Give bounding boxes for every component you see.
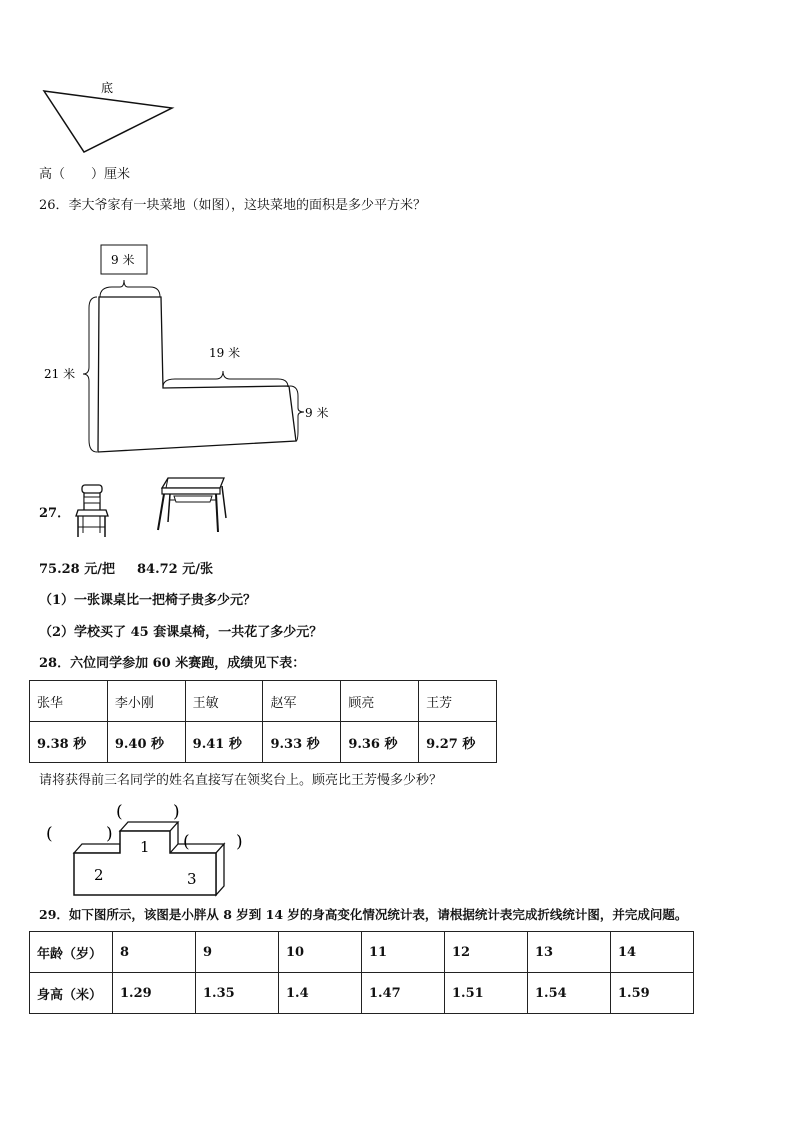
height-cell: 1.29 — [113, 973, 196, 1014]
row-header-height: 身高（米） — [30, 973, 113, 1014]
time-cell: 9.27 秒 — [419, 722, 497, 763]
height-cell: 1.47 — [362, 973, 445, 1014]
age-cell: 11 — [362, 932, 445, 973]
age-cell: 12 — [445, 932, 528, 973]
triangle-figure — [40, 76, 180, 156]
height-cell: 1.54 — [528, 973, 611, 1014]
podium-side-face — [216, 844, 224, 895]
table-row — [30, 973, 694, 1014]
left-length-label: 21 米 — [44, 367, 76, 381]
podium-top-side-right — [170, 844, 224, 853]
height-cell: 1.4 — [279, 973, 362, 1014]
row-header-age: 年龄（岁） — [30, 932, 113, 973]
podium-first-number: 1 — [140, 838, 150, 856]
question-28-instruction: 请将获得前三名同学的姓名直接写在领奖台上。顾亮比王芳慢多少秒？ — [39, 773, 443, 788]
time-cell: 9.36 秒 — [341, 722, 419, 763]
triangle-shape — [44, 91, 172, 152]
chair-image — [72, 483, 112, 541]
age-cell: 8 — [113, 932, 196, 973]
middle-length-label: 19 米 — [209, 346, 241, 360]
height-table — [29, 931, 694, 1014]
question-28: 28．六位同学参加 60 米赛跑，成绩见下表： — [39, 656, 306, 671]
desk-price: 84.72 元/张 — [136, 562, 213, 577]
l-shape-outline — [98, 297, 296, 452]
age-cell: 9 — [196, 932, 279, 973]
first-place-paren-close: ) — [173, 802, 180, 822]
name-cell: 赵军 — [263, 681, 341, 722]
l-shaped-field-figure — [40, 240, 340, 460]
podium-third-number: 3 — [187, 870, 197, 888]
time-cell: 9.40 秒 — [107, 722, 185, 763]
chair-price: 75.28 元/把 — [39, 562, 115, 577]
table-row — [30, 681, 497, 722]
name-cell: 王敏 — [185, 681, 263, 722]
height-cell: 1.51 — [445, 973, 528, 1014]
name-cell: 李小刚 — [107, 681, 185, 722]
desk-image — [152, 474, 232, 540]
second-place-paren-open: ( — [46, 824, 53, 844]
left-brace — [83, 297, 97, 452]
question-27-number: 27． — [39, 506, 71, 521]
height-cell: 1.59 — [611, 973, 694, 1014]
top-brace — [100, 280, 160, 297]
age-cell: 13 — [528, 932, 611, 973]
name-cell: 张华 — [30, 681, 108, 722]
table-row — [30, 932, 694, 973]
podium-figure — [40, 798, 250, 900]
race-results-table — [29, 680, 497, 763]
time-cell: 9.38 秒 — [30, 722, 108, 763]
price-line — [39, 562, 213, 578]
podium-top-side — [74, 844, 120, 853]
height-answer-line: 高（ ）厘米 — [39, 167, 131, 182]
question-26: 26．李大爷家有一块菜地（如图），这块菜地的面积是多少平方米？ — [39, 198, 427, 213]
age-cell: 14 — [611, 932, 694, 973]
name-cell: 顾亮 — [341, 681, 419, 722]
top-width-label: 9 米 — [111, 253, 135, 267]
time-cell: 9.41 秒 — [185, 722, 263, 763]
name-cell: 王芳 — [419, 681, 497, 722]
second-place-paren-close: ) — [106, 824, 113, 844]
question-29: 29．如下图所示，该图是小胖从 8 岁到 14 岁的身高变化情况统计表，请根据统计表完成折线统计图，并完成问题。 — [39, 907, 688, 922]
podium-top-first — [120, 822, 178, 831]
third-place-paren-open: ( — [183, 832, 190, 852]
first-place-paren-open: ( — [116, 802, 123, 822]
table-row — [30, 722, 497, 763]
time-cell: 9.33 秒 — [263, 722, 341, 763]
middle-brace — [163, 371, 288, 387]
third-place-paren-close: ) — [236, 832, 243, 852]
right-width-label: 9 米 — [305, 406, 329, 420]
podium-second-number: 2 — [94, 866, 104, 884]
age-cell: 10 — [279, 932, 362, 973]
question-27-part-1: （1）一张课桌比一把椅子贵多少元？ — [39, 593, 257, 608]
triangle-base-label: 底 — [101, 81, 114, 95]
height-cell: 1.35 — [196, 973, 279, 1014]
question-27-part-2: （2）学校买了 45 套课桌椅，一共花了多少元？ — [39, 625, 323, 640]
